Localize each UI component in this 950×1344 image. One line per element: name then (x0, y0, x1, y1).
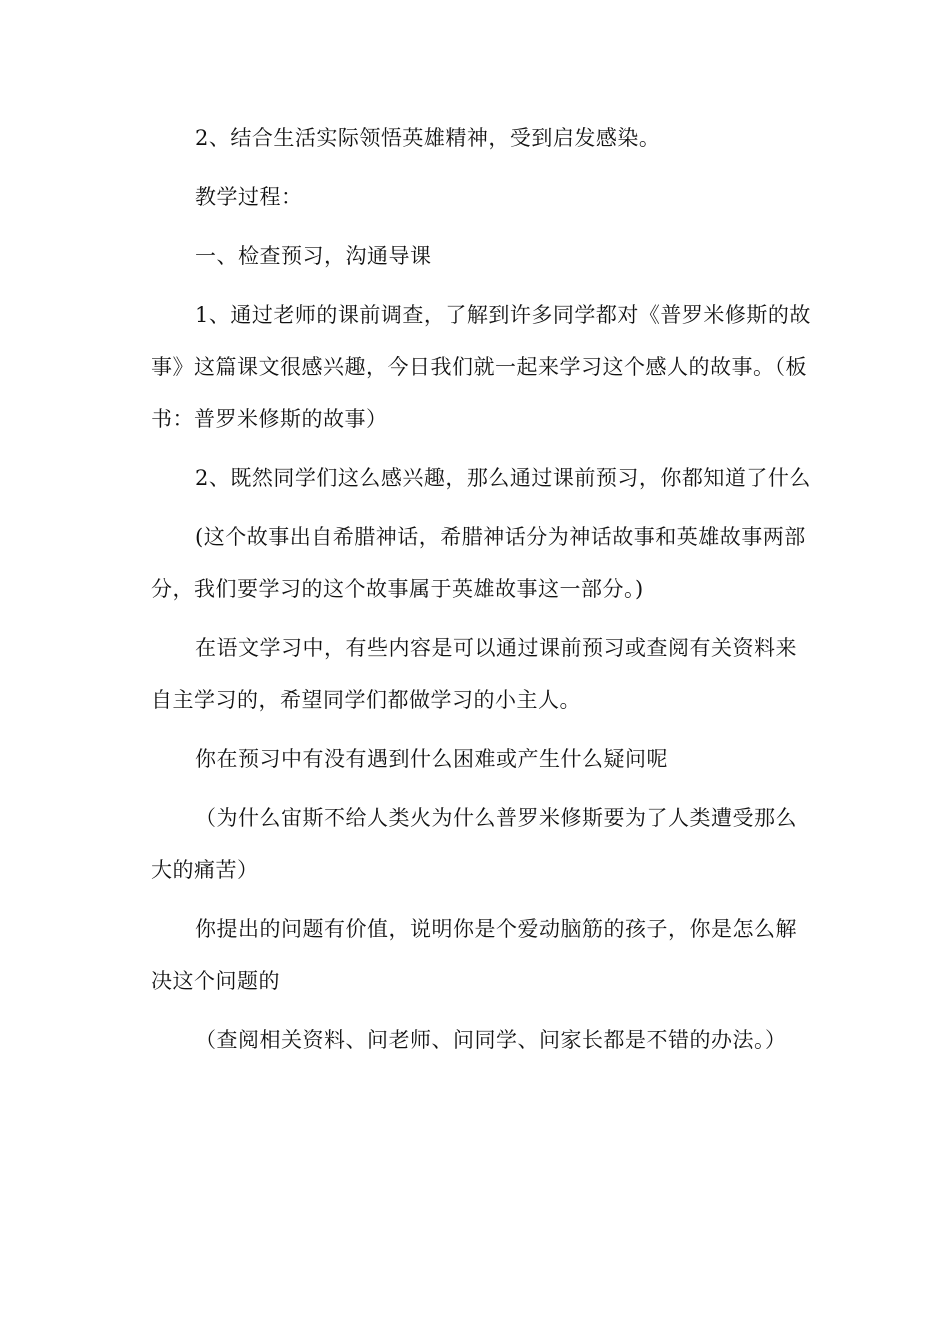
paragraph-teaching-process-heading: 教学过程： (195, 185, 303, 209)
paragraph-objective-2: 2、结合生活实际领悟英雄精神，受到启发感染。 (195, 126, 661, 150)
paragraph-self-study: 在语文学习中，有些内容是可以通过课前预习或查阅有关资料来自主学习的，希望同学们都做学习的小主人。 (151, 636, 797, 712)
paragraph-student-questions: （为什么宙斯不给人类火为什么普罗米修斯要为了人类遭受那么大的痛苦） (151, 806, 797, 882)
paragraph-step-1: 1、通过老师的课前调查，了解到许多同学都对《普罗米修斯的故事》这篇课文很感兴趣，今日我们就一起来学习这个感人的故事。（板书：普罗米修斯的故事） (151, 303, 811, 431)
paragraph-praise: 你提出的问题有价值，说明你是个爱动脑筋的孩子，你是怎么解决这个问题的 (151, 917, 797, 993)
paragraph-question-prompt: 你在预习中有没有遇到什么困难或产生什么疑问呢 (195, 747, 668, 771)
document-body (151, 112, 811, 1073)
paragraph-section-1-heading: 一、检查预习，沟通导课 (195, 244, 432, 268)
paragraph-step-2: 2、既然同学们这么感兴趣，那么通过课前预习，你都知道了什么 (195, 466, 811, 490)
paragraph-solutions: （查阅相关资料、问老师、问同学、问家长都是不错的办法。） (195, 1028, 787, 1052)
paragraph-story-origin: (这个故事出自希腊神话，希腊神话分为神话故事和英雄故事两部分，我们要学习的这个故事属于英雄故事这一部分。) (151, 525, 806, 601)
